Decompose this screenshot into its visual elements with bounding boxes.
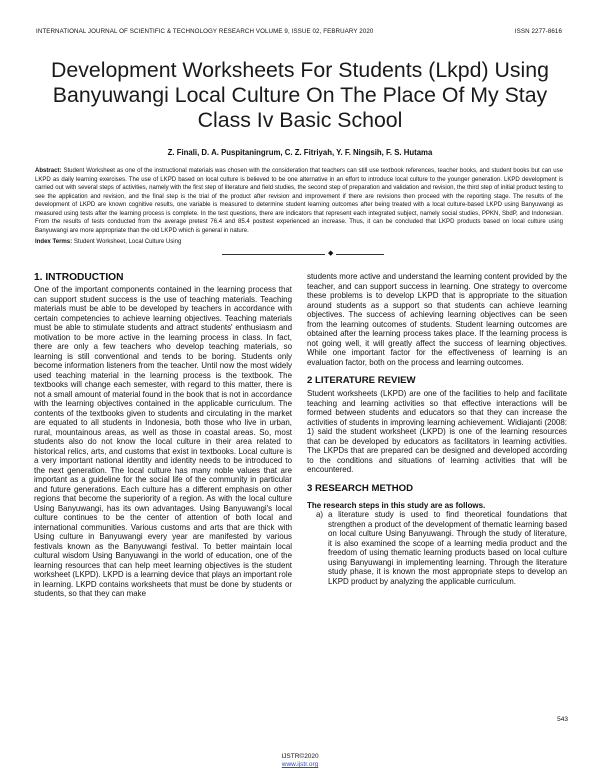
- divider-rule: [222, 254, 384, 255]
- page-number: 543: [557, 716, 568, 723]
- left-column: [34, 272, 292, 599]
- section-divider: [0, 249, 600, 259]
- issn: ISSN 2277-8616: [514, 28, 562, 35]
- literature-heading: 2 LITERATURE REVIEW: [307, 375, 416, 386]
- intro-continued-paragraph: students more active and understand the learning content provided by the teacher, and can support success in learning. One strategy to overcome these problems is to develop LKPD that is appropriate to the situation around students as a support so that students can achieve learning objectives. The success of achieving learning objectives can be seen from the learning outcomes of students. Student learning outcomes are obtained after the learning process takes place. If the learning process is not going well, it will greatly affect the success of learning objectives. While one important factor for the effectiveness of learning is an evaluation factor, both on the process and learning outcomes.: [307, 272, 567, 367]
- intro-heading: 1. INTRODUCTION: [34, 272, 124, 283]
- paper-title: Development Worksheets For Students (Lkpd) Using Banyuwangi Local Culture On The Place Of My Stay Class Iv Basic School: [51, 58, 549, 132]
- abstract-text: Student Worksheet as one of the instructional materials was chosen with the consideration that teachers can still use textbook references, teacher books, and student books but can use LKPD as daily learning exercises. The use of LKPD based on local culture is believed to be one alternative in an effort to introduce local culture to the younger generation. LKPD development is carried out with several steps of activities, namely with the first step of literature and field studies, the second step of preparation and validation and revision, the third step of initial product testing to see the application and revision, and the final step is the trial of the product after revision and improvement if there are revisions then proceed with the reporting stage. The results of the development of LKPD are known cognitive results, one variable is measured to determine student learning outcomes after being treated with a local culture-based LKPD using Banyuwangi as measured using tests after the learning process is complete. In the test questions, there are indicators that represent each integrated subject, namely social studies, PPKN, SbdP, and Indonesian. From the results of tests conducted from the average pretest 76.4 and 85.4 posttest experienced an increase. Thus, it can be concluded that LKPD products based on local culture using Banyuwangi are more appropriate than the old LKPD which is general in nature.: [35, 168, 563, 234]
- index-terms-text: Student Worksheet, Local Culture Using: [73, 239, 182, 245]
- abstract: [35, 167, 563, 235]
- method-steps-intro: The research steps in this study are as follows.: [307, 500, 486, 510]
- diamond-icon: ◆: [325, 249, 336, 259]
- list-item: [307, 510, 567, 586]
- method-heading: 3 RESEARCH METHOD: [307, 482, 414, 494]
- intro-paragraph: One of the important components contained in the learning process that can support student success is the use of teaching materials. Teaching materials must be able to be developed by teachers in accordance with certain competencies to achieve learning objectives. Teaching materials must be able to stimulate students and attract students' enthusiasm and motivation to be more active in the learning process in class. In fact, there are only a few teachers who develop teaching materials, so learning is still conventional and tends to be boring. Students only become information listeners from the teacher. Until now the most widely used teaching material in the learning process is the textbook. The textbooks will change each semester, with regard to this matter, there is not a small amount of material found in the book that is not in accordance with the learning objectives contained in the applicable curriculum. The contents of the textbooks given to students and circulating in the market are equated to all students in Indonesia, both those who live in urban, rural, mountainous areas, as well as those in coastal areas. So, most students also do not know the local culture in their area related to historical relics, arts, and customs that exist in textbooks. Local culture is a very important national identity and identity needs to be introduced to the next generation. The local culture has many noble values that are important as a guideline for the social life of the community in particular and future generations. Each culture has a different emphasis on other regions that become the superiority of a region. As with the local culture Using Banyuwangi, has its own advantages. Using Banyuwangi's local culture continues to be the center of attention of both local and international communities. Various customs and arts that are thick with Using culture in Banyuwangi every year are manifested by various festivals known as the Banyuwangi festival. To better maintain local cultural wisdom Using Banyuwangi in the world of education, one of the learning resources that can help meet learning objectives is the student worksheet (LKPD). LKPD is a learning device that plays an important role in learning. LKPD contains worksheets that must be done by students or students, so that they can make: [34, 285, 292, 598]
- index-terms: [35, 239, 563, 245]
- copyright: IJSTR©2020: [281, 753, 319, 760]
- journal-name: INTERNATIONAL JOURNAL OF SCIENTIFIC & TECHNOLOGY RESEARCH VOLUME 9, ISSUE 02, FEBRUARY 2020: [36, 28, 374, 35]
- literature-paragraph: Student worksheets (LKPD) are one of the facilities to help and facilitate teaching and learning activities so that effective interactions will be formed between students and educators so that they can increase the activities of students in improving learning achievement. Widiajanti (2008: 1) said the student worksheet (LKPD) is one of the learning resources that can be developed by educators as facilitators in learning activities. The LKPDs that are prepared can be designed and developed according to the conditions and situations of learning activities that will be encountered.: [307, 389, 567, 474]
- index-terms-label: Index Terms:: [35, 239, 73, 245]
- list-marker: a): [316, 510, 324, 519]
- right-column: [307, 272, 567, 586]
- abstract-label: Abstract:: [35, 168, 62, 174]
- journal-url-link[interactable]: www.ijstr.org: [281, 761, 319, 768]
- list-item-text: a literature study is used to find theoretical foundations that strengthen a product of the development of thematic learning based on local culture Using Banyuwangi. Through the study of literature, it is also examined the scope of a learning media product and the freedom of using thematic learning products based on local culture using Banyuwangi in implementing learning. Through the literature study phase, it is known the most appropriate steps to develop an LKPD product by analyzing the applicable curriculum.: [328, 510, 567, 586]
- page-footer: [0, 753, 600, 769]
- author-list: Z. Finali, D. A. Puspitaningrum, C. Z. Fitriyah, Y. F. Ningsih, F. S. Hutama: [167, 148, 433, 157]
